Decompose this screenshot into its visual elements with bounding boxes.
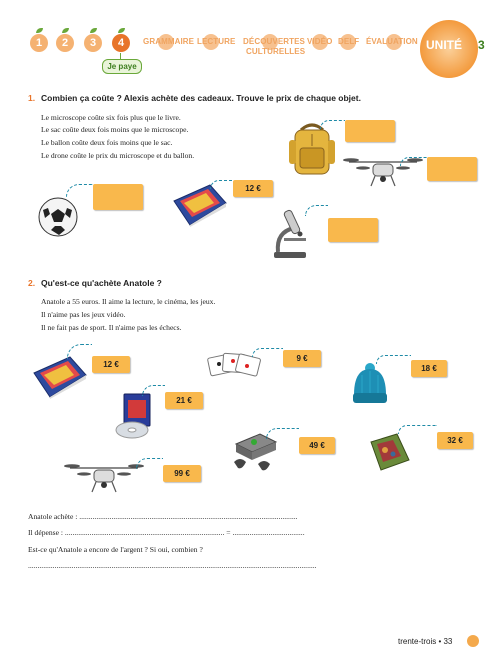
wool-hat-icon <box>350 363 390 405</box>
price-tag-hat: 18 € <box>411 360 447 377</box>
price-tag-cards: 9 € <box>283 350 321 367</box>
drone-icon <box>64 458 144 498</box>
dotted-connector <box>266 428 299 439</box>
orange-icon <box>467 635 479 647</box>
exercise-1-title: Combien ça coûte ? Alexis achète des cadeaux. Trouve le prix de chaque objet. <box>41 93 361 103</box>
leaf-icon <box>118 28 125 33</box>
nav-step-2[interactable]: 2 <box>56 34 74 52</box>
exercise-2-line: Il n'aime pas les jeux vidéo. <box>41 310 126 319</box>
nav-evaluation[interactable]: ÉVALUATION <box>366 37 418 46</box>
price-tag-book: 12 € <box>233 180 273 197</box>
exercise-2-number: 2. <box>28 278 36 288</box>
nav-lecture[interactable]: LECTURE <box>197 37 236 46</box>
nav-grammaire[interactable]: GRAMMAIRE <box>143 37 195 46</box>
exercise-1-line: Le drone coûte le prix du microscope et du ballon. <box>41 151 195 160</box>
exercise-2-line: Anatole a 55 euros. Il aime la lecture, le cinéma, les jeux. <box>41 297 216 306</box>
answer-line-spending[interactable]: Il dépense : .................................................................................... = ...................................... <box>28 528 305 537</box>
nav-culturelles[interactable]: CULTURELLES <box>246 47 306 56</box>
leaf-icon <box>90 28 97 33</box>
unit-number: 3 <box>478 38 485 52</box>
football-icon <box>37 196 79 238</box>
price-tag-microscope[interactable] <box>328 218 378 242</box>
answer-line-purchases[interactable]: Anatole achète : ................................................................................................................... <box>28 512 298 521</box>
dotted-connector <box>142 385 165 396</box>
dvd-icon <box>112 392 162 440</box>
price-tag-drone: 99 € <box>163 465 201 482</box>
exercise-1-number: 1. <box>28 93 36 103</box>
price-tag-book: 12 € <box>92 356 130 373</box>
price-tag-console: 49 € <box>299 437 335 454</box>
exercise-2-line: Il ne fait pas de sport. Il n'aime pas les échecs. <box>41 323 182 332</box>
book-icon <box>30 355 88 399</box>
exercise-2-title: Qu'est-ce qu'achète Anatole ? <box>41 278 162 288</box>
dotted-connector <box>305 205 328 216</box>
exercise-1-line: Le microscope coûte six fois plus que le livre. <box>41 113 181 122</box>
price-tag-puzzle: 32 € <box>437 432 473 449</box>
nav-video[interactable]: VIDÉO <box>307 37 333 46</box>
leaf-icon <box>36 28 43 33</box>
book-icon <box>170 183 228 227</box>
price-tag-dvd: 21 € <box>165 392 203 409</box>
dotted-connector <box>320 120 345 129</box>
price-tag-drone[interactable] <box>427 157 477 181</box>
dotted-connector <box>252 348 283 357</box>
backpack-icon <box>287 122 337 178</box>
page-number: trente-trois • 33 <box>398 637 453 646</box>
dotted-connector <box>400 157 427 166</box>
dotted-connector <box>376 355 411 364</box>
dotted-connector <box>210 180 233 189</box>
dotted-connector <box>67 344 92 359</box>
unit-label: UNITÉ <box>426 38 462 52</box>
puzzle-icon <box>367 432 411 472</box>
nav-step-4[interactable]: 4 <box>112 34 130 52</box>
answer-question: Est-ce qu'Anatole a encore de l'argent ? Si oui, combien ? <box>28 545 203 554</box>
dotted-connector <box>66 184 93 197</box>
tab-je-paye[interactable]: Je paye <box>102 59 142 74</box>
nav-step-1[interactable]: 1 <box>30 34 48 52</box>
nav-step-3[interactable]: 3 <box>84 34 102 52</box>
leaf-icon <box>62 28 69 33</box>
nav-decouvertes[interactable]: DÉCOUVERTES <box>243 37 305 46</box>
exercise-1-line: Le sac coûte deux fois moins que le microscope. <box>41 125 189 134</box>
unit-navigation <box>0 34 420 56</box>
exercise-1-line: Le ballon coûte deux fois moins que le sac. <box>41 138 173 147</box>
dotted-connector <box>398 425 437 434</box>
price-tag-football[interactable] <box>93 184 143 210</box>
answer-line-remaining[interactable]: ........................................................................................................................................................ <box>28 561 317 570</box>
dotted-connector <box>136 458 163 469</box>
nav-delf[interactable]: DELF <box>338 37 360 46</box>
price-tag-backpack[interactable] <box>345 120 395 142</box>
